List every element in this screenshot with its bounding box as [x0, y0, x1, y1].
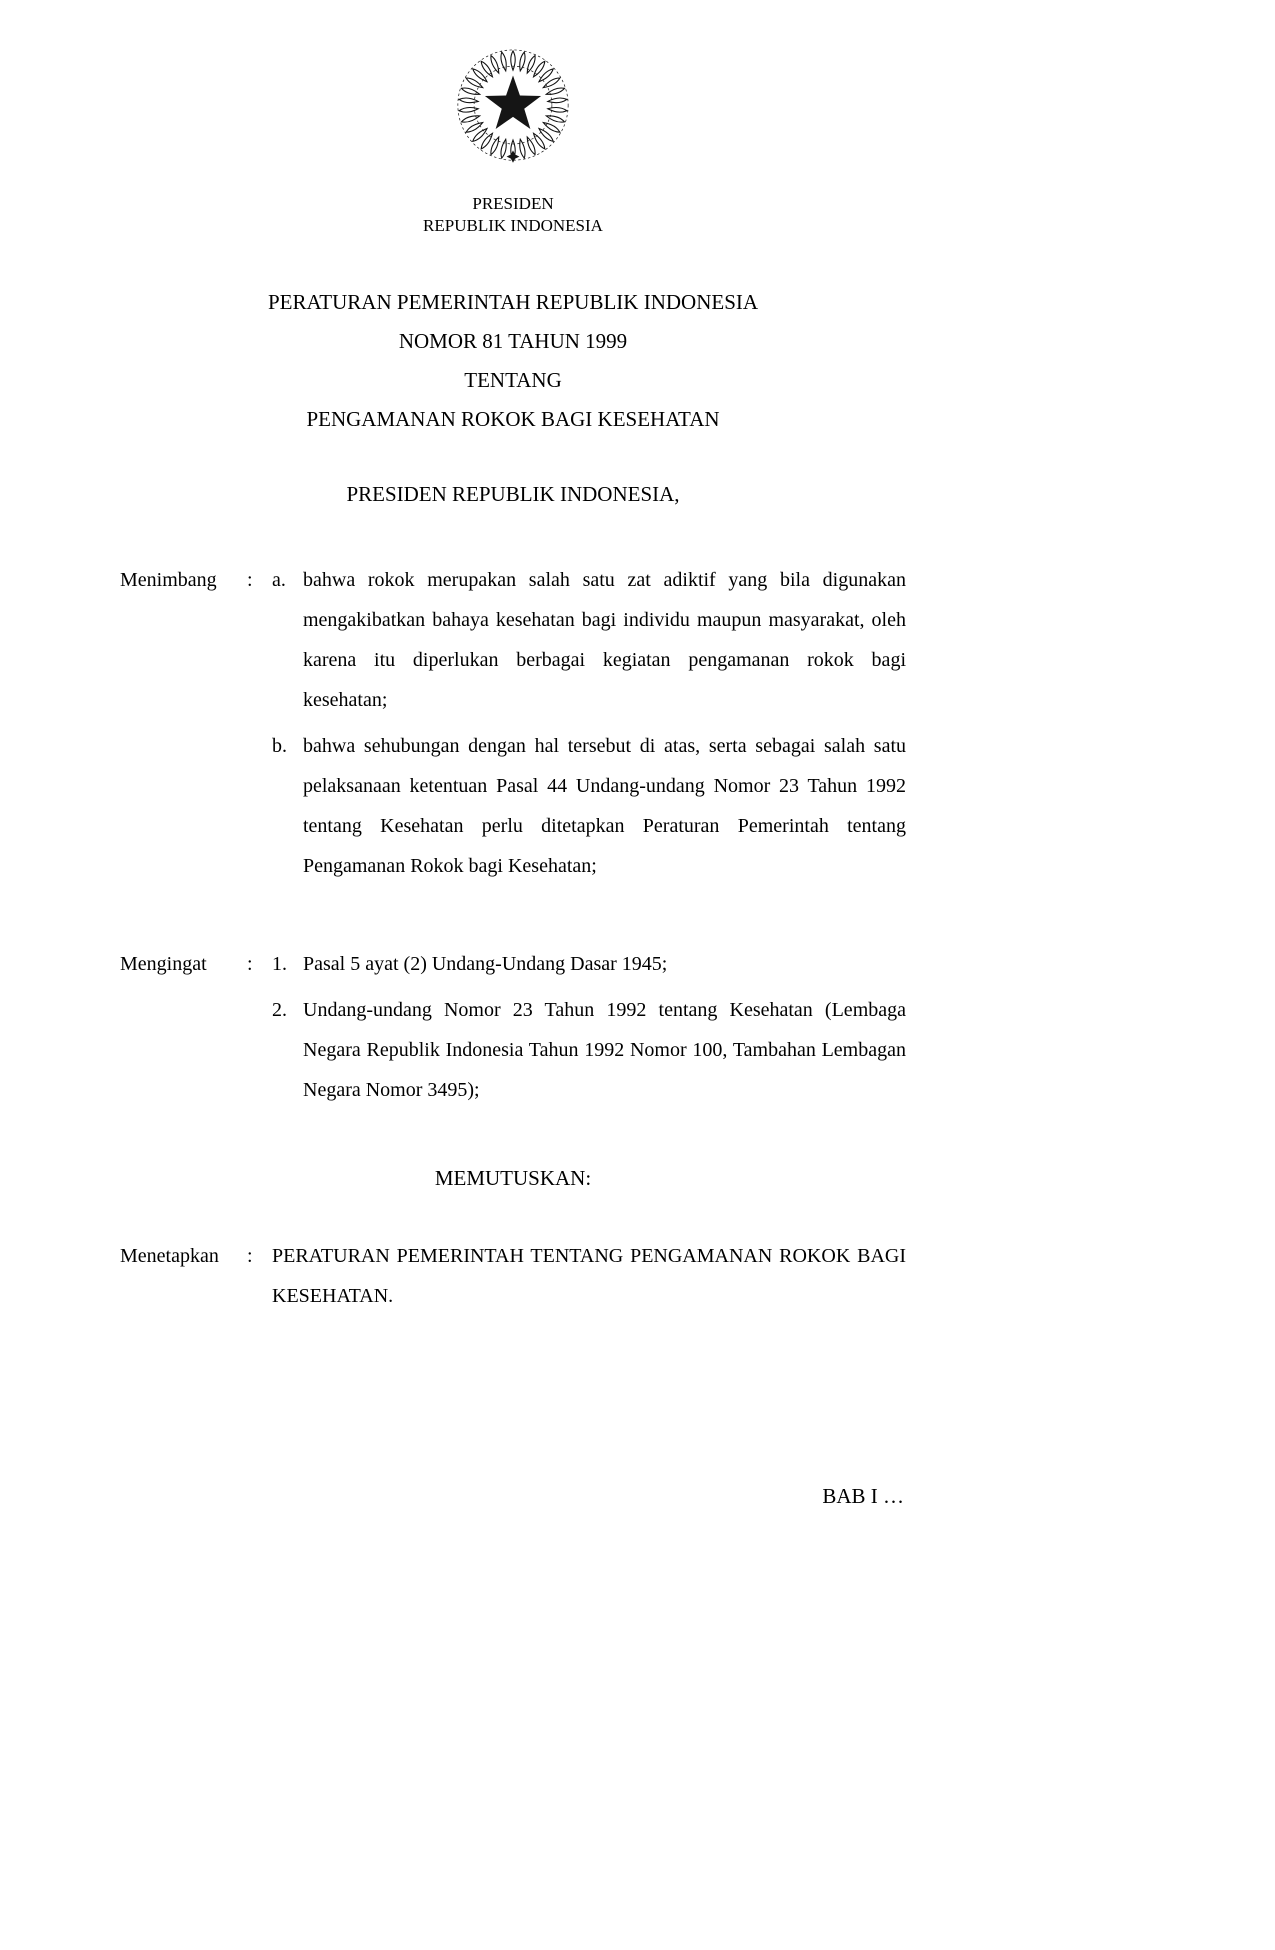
doc-title-line2: NOMOR 81 TAHUN 1999 [398, 329, 628, 353]
recalling-section [120, 944, 906, 1110]
recalling-colon: : [247, 953, 253, 975]
decision-heading: MEMUTUSKAN: [434, 1166, 592, 1190]
continuation-marker: BAB I … [822, 1484, 904, 1508]
enacting-section [120, 1236, 906, 1316]
enacting-colon: : [247, 1245, 253, 1267]
considering-item [272, 560, 906, 720]
org-name-line1: PRESIDEN [472, 194, 554, 213]
enacting-label: Menetapkan [120, 1245, 219, 1267]
item-marker: a. [272, 569, 286, 591]
star-icon [485, 76, 541, 129]
salutation: PRESIDEN REPUBLIK INDONESIA, [346, 482, 680, 506]
item-text: Undang-undang Nomor 23 Tahun 1992 tentang Kesehatan (Lembaga Negara Republik Indonesia Tahun 1992 Nomor 100, Tambahan Lembagan Negara Nomor 3495); [303, 999, 906, 1101]
recalling-label: Mengingat [120, 953, 207, 975]
emblem-wrap [120, 0, 906, 179]
considering-label: Menimbang [120, 569, 217, 591]
recalling-item [272, 944, 906, 984]
doc-title-line4: PENGAMANAN ROKOK BAGI KESEHATAN [306, 407, 720, 431]
item-text: Pasal 5 ayat (2) Undang-Undang Dasar 1945; [303, 953, 668, 975]
item-text: bahwa rokok merupakan salah satu zat adiktif yang bila digunakan mengakibatkan bahaya kesehatan bagi individu maupun masyarakat, oleh karena itu diperlukan berbagai kegiatan pengamanan rokok bagi kesehatan; [303, 569, 906, 711]
considering-items [272, 560, 906, 886]
item-text: bahwa sehubungan dengan hal tersebut di atas, serta sebagai salah satu pelaksanaan ketentuan Pasal 44 Undang-undang Nomor 23 Tahun 1992 tentang Kesehatan perlu ditetapkan Peraturan Pemerintah tentang Pengamanan Rokok bagi Kesehatan; [303, 735, 906, 877]
item-marker: 2. [272, 999, 287, 1021]
org-block [120, 193, 906, 237]
enacting-text: PERATURAN PEMERINTAH TENTANG PENGAMANAN ROKOK BAGI KESEHATAN. [272, 1245, 906, 1307]
org-name-line2: REPUBLIK INDONESIA [423, 216, 603, 235]
item-marker: b. [272, 735, 287, 757]
doc-title-line3: TENTANG [464, 368, 562, 392]
considering-section [120, 560, 906, 886]
doc-title-line1: PERATURAN PEMERINTAH REPUBLIK INDONESIA [267, 290, 759, 314]
recalling-item [272, 990, 906, 1110]
item-marker: 1. [272, 953, 287, 975]
document-content [120, 0, 906, 1516]
title-block [120, 283, 906, 439]
considering-item [272, 726, 906, 886]
considering-colon: : [247, 569, 253, 591]
presidential-seal-icon [449, 46, 577, 174]
recalling-items [272, 944, 906, 1110]
